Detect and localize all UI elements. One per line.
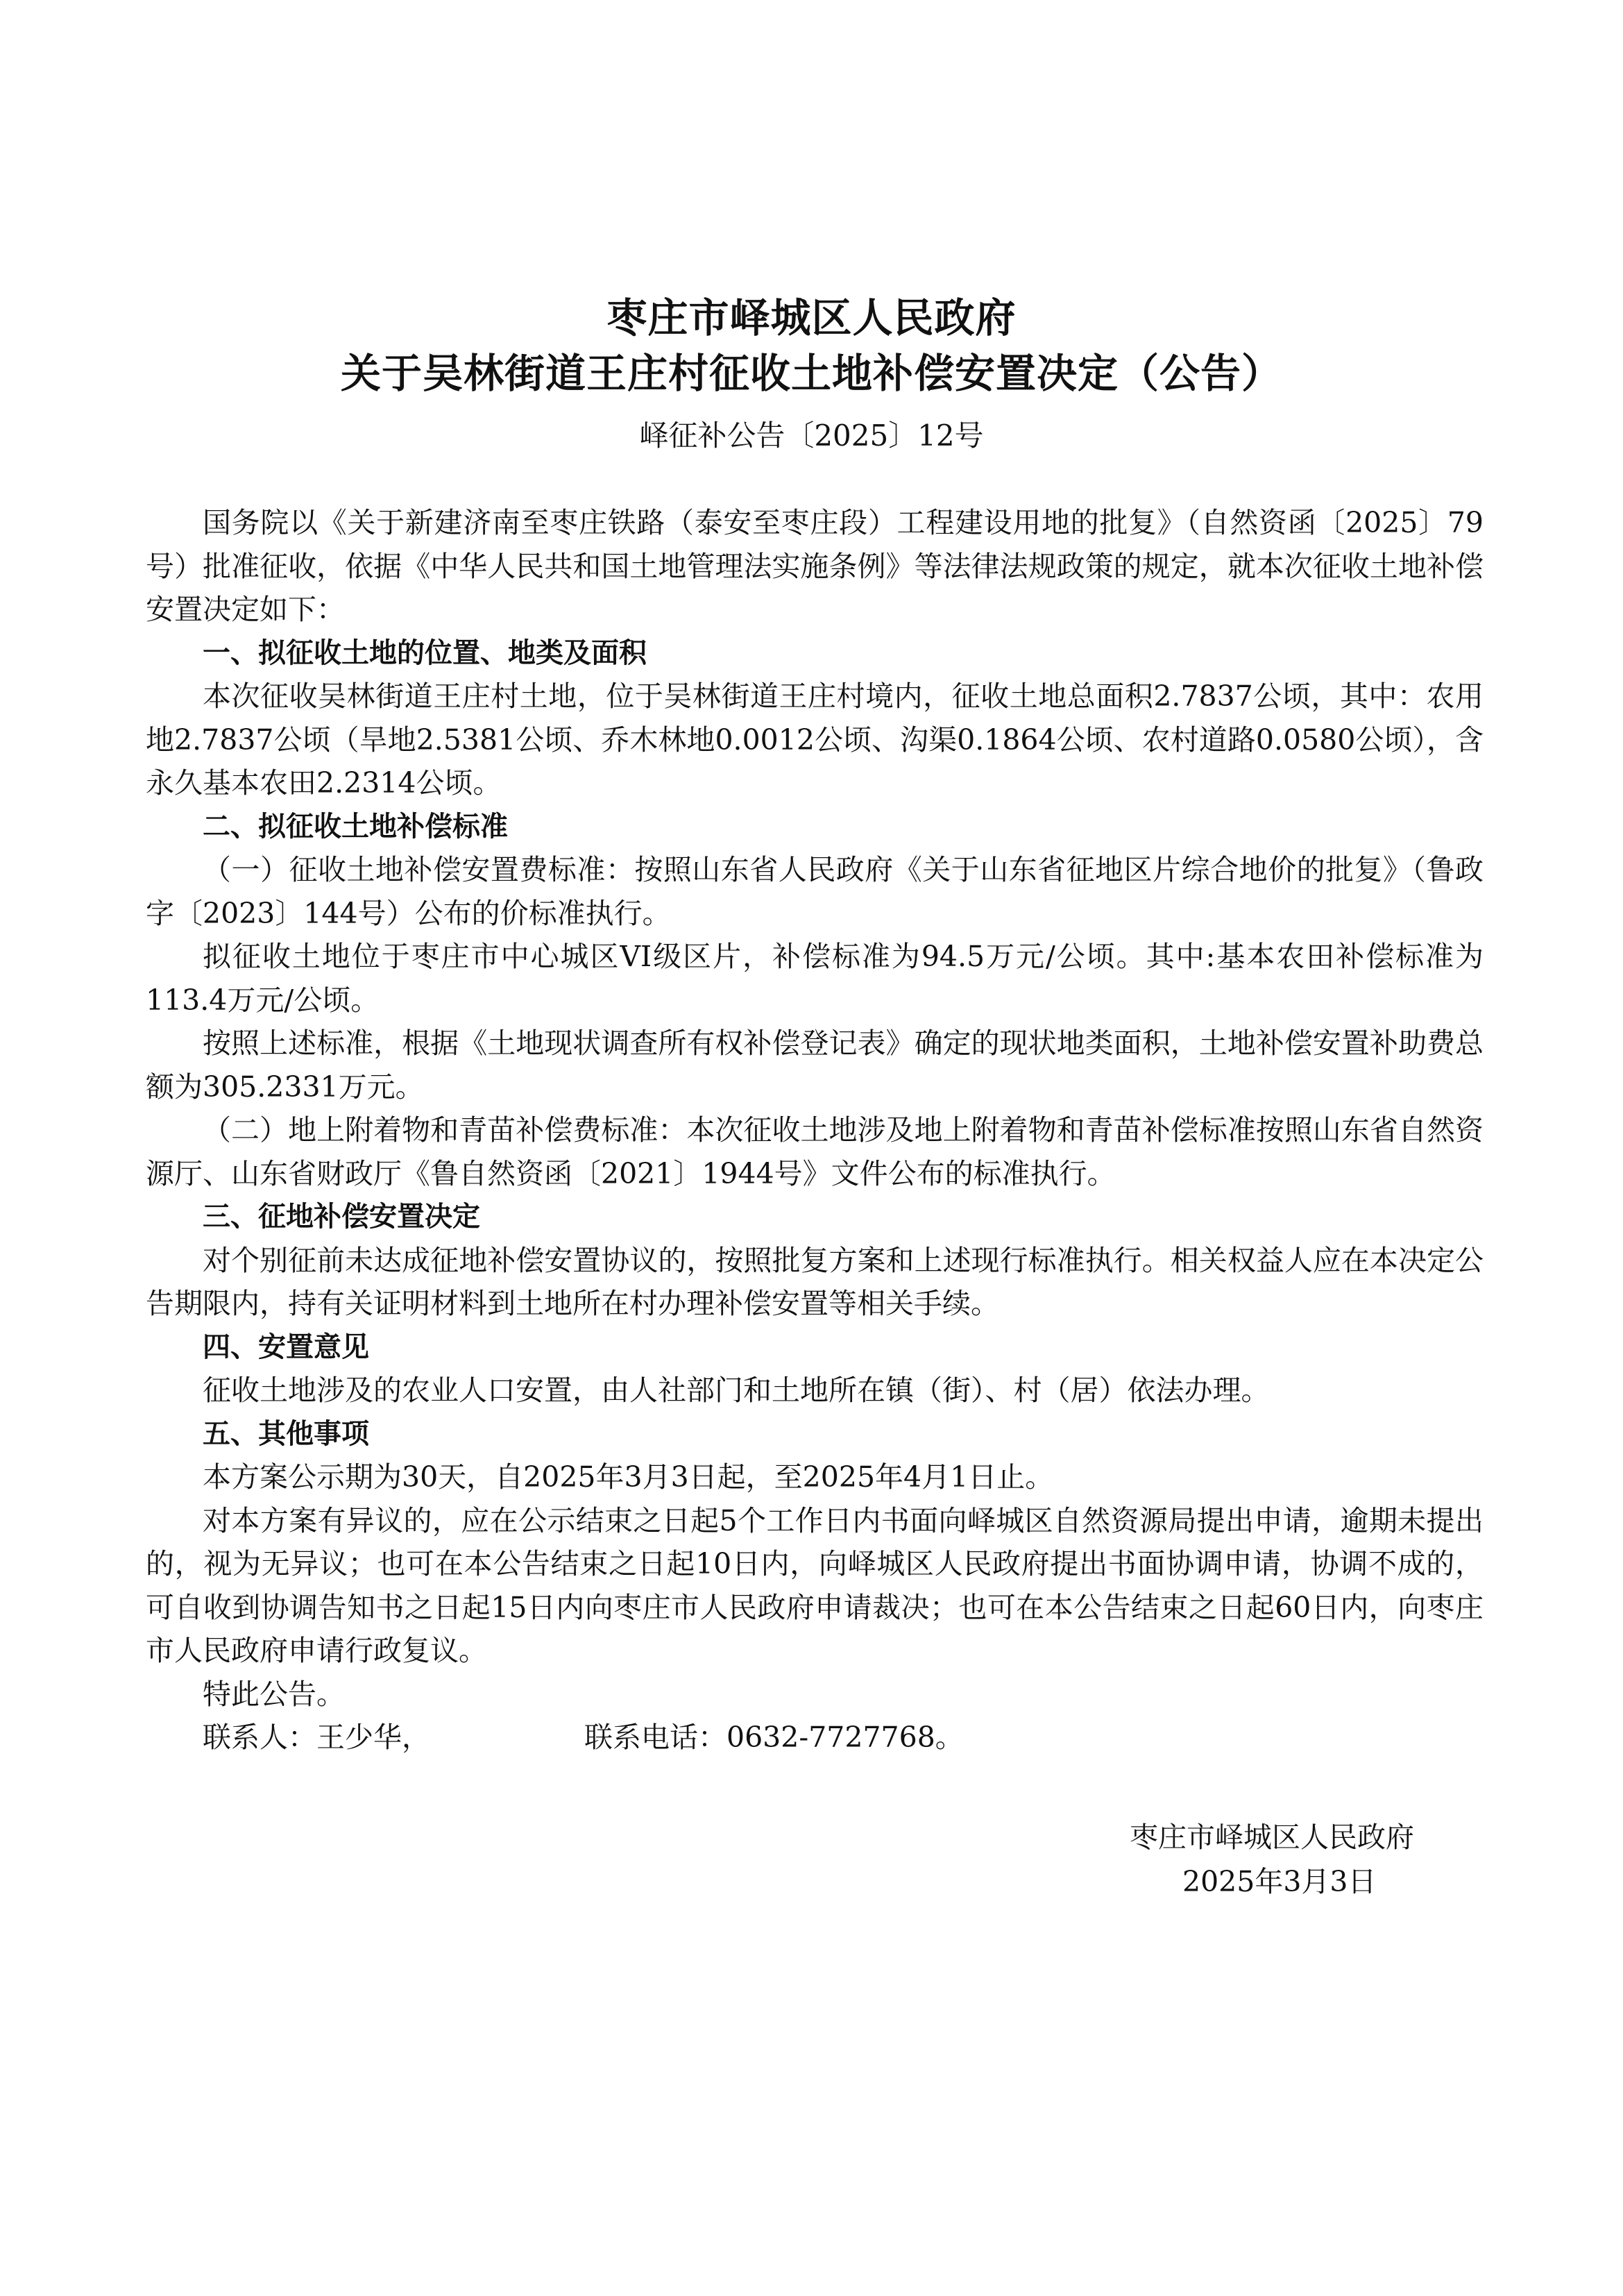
- section-heading: 四、安置意见: [203, 1331, 369, 1363]
- paragraph: 拟征收土地位于枣庄市中心城区VI级区片，补偿标准为94.5万元/公顷。其中:基本农田补偿标准为113.4万元/公顷。: [146, 940, 1484, 1017]
- signature-date: 2025年3月3日: [1182, 1865, 1377, 1898]
- paragraph: 按照上述标准，根据《土地现状调查所有权补偿登记表》确定的现状地类面积，土地补偿安置补助费总额为305.2331万元。: [146, 1027, 1484, 1104]
- paragraph: （二）地上附着物和青苗补偿费标准：本次征收土地涉及地上附着物和青苗补偿标准按照山东省自然资源厅、山东省财政厅《鲁自然资函〔2021〕1944号》文件公布的标准执行。: [146, 1113, 1484, 1190]
- paragraph: （一）征收土地补偿安置费标准：按照山东省人民政府《关于山东省征地区片综合地价的批复》（鲁政字〔2023〕144号）公布的价标准执行。: [146, 853, 1484, 930]
- closing-text: 特此公告。: [203, 1677, 345, 1711]
- intro-paragraph: 国务院以《关于新建济南至枣庄铁路（泰安至枣庄段）工程建设用地的批复》（自然资函〔2025〕79号）批准征收，依据《中华人民共和国土地管理法实施条例》等法律法规政策的规定，就本次征收土地补偿安置决定如下：: [146, 506, 1484, 626]
- document-title: 枣庄市峄城区人民政府: [606, 294, 1017, 341]
- paragraph: 征收土地涉及的农业人口安置，由人社部门和土地所在镇（街）、村（居）依法办理。: [203, 1374, 1270, 1407]
- paragraph: 本次征收吴林街道王庄村土地，位于吴林街道王庄村境内，征收土地总面积2.7837公顷，其中：农用地2.7837公顷（旱地2.5381公顷、乔木林地0.0012公顷、沟渠0.1864公顷、农村道路0.0580公顷），含永久基本农田2.2314公顷。: [146, 679, 1484, 800]
- paragraph: 对本方案有异议的，应在公示结束之日起5个工作日内书面向峄城区自然资源局提出申请，逾期未提出的，视为无异议；也可在本公告结束之日起10日内，向峄城区人民政府提出书面协调申请，协调不成的，可自收到协调告知书之日起15日内向枣庄市人民政府申请裁决；也可在本公告结束之日起60日内，向枣庄市人民政府申请行政复议。: [146, 1503, 1484, 1667]
- section-heading: 一、拟征收土地的位置、地类及面积: [203, 636, 647, 669]
- document-subtitle: 关于吴林街道王庄村征收土地补偿安置决定（公告）: [340, 350, 1282, 397]
- section-heading: 五、其他事项: [203, 1417, 369, 1450]
- document-number: 峄征补公告〔2025〕12号: [639, 419, 984, 453]
- contact-phone: 联系电话：0632-7727768。: [584, 1721, 964, 1754]
- contact-row: [146, 1716, 1484, 1759]
- contact-person: 联系人：王少华，: [203, 1721, 430, 1754]
- paragraph: 本方案公示期为30天，自2025年3月3日起，至2025年4月1日止。: [203, 1460, 1054, 1494]
- section-heading: 二、拟征收土地补偿标准: [203, 810, 508, 843]
- section-heading: 三、征地补偿安置决定: [203, 1201, 480, 1233]
- paragraph: 对个别征前未达成征地补偿安置协议的，按照批复方案和上述现行标准执行。相关权益人应在本决定公告期限内，持有关证明材料到土地所在村办理补偿安置等相关手续。: [146, 1243, 1484, 1320]
- signature-organization: 枣庄市峄城区人民政府: [1130, 1821, 1414, 1854]
- document-body: [146, 501, 1484, 1759]
